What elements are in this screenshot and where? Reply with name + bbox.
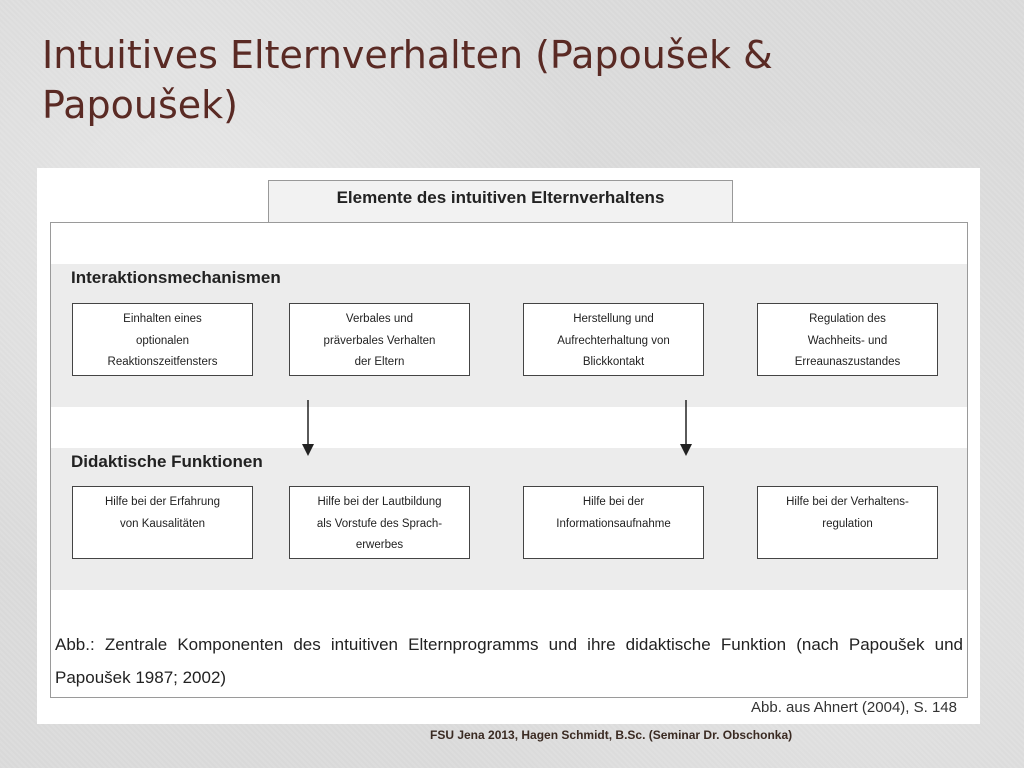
box-behavior-regulation bbox=[757, 486, 938, 559]
figure-caption: Abb.: Zentrale Komponenten des intuitiven Elternprogramms und ihre didaktische Funktion (nach Papoušek und Papoušek 1987; 2002) bbox=[55, 635, 963, 687]
slide-footer: FSU Jena 2013, Hagen Schmidt, B.Sc. (Seminar Dr. Obschonka) bbox=[430, 728, 793, 742]
box-text: Hilfe bei der Erfahrung von Kausalitäten bbox=[104, 496, 221, 530]
figure-source: Abb. aus Ahnert (2004), S. 148 bbox=[751, 699, 957, 716]
box-text: Herstellung und Aufrechterhaltung von Blickkontakt bbox=[557, 313, 670, 368]
arrow-down-icon bbox=[301, 400, 315, 458]
box-text: Hilfe bei der Verhaltens- regulation bbox=[786, 496, 909, 530]
section-label-didactic: Didaktische Funktionen bbox=[71, 452, 263, 471]
box-eye-contact bbox=[523, 303, 704, 376]
box-verbal-behavior bbox=[289, 303, 470, 376]
box-arousal-regulation bbox=[757, 303, 938, 376]
box-text: Regulation des Wachheits- und Erreaunaszustandes bbox=[794, 313, 901, 368]
diagram-heading: Elemente des intuitiven Elternverhaltens bbox=[268, 180, 733, 222]
box-text: Verbales und präverbales Verhalten der Eltern bbox=[323, 313, 436, 368]
section-label-interaction: Interaktionsmechanismen bbox=[71, 268, 281, 287]
box-information-intake bbox=[523, 486, 704, 559]
box-reaction-window bbox=[72, 303, 253, 376]
slide-title: Intuitives Elternverhalten (Papoušek & Papoušek) bbox=[42, 33, 773, 127]
box-text: Hilfe bei der Lautbildung als Vorstufe des Sprach- erwerbes bbox=[316, 496, 443, 551]
box-text: Einhalten eines optionalen Reaktionszeitfensters bbox=[107, 313, 218, 368]
diagram-panel bbox=[37, 168, 980, 724]
box-sound-formation bbox=[289, 486, 470, 559]
box-causality bbox=[72, 486, 253, 559]
arrow-down-icon bbox=[679, 400, 693, 458]
box-text: Hilfe bei der Informationsaufnahme bbox=[556, 496, 671, 530]
